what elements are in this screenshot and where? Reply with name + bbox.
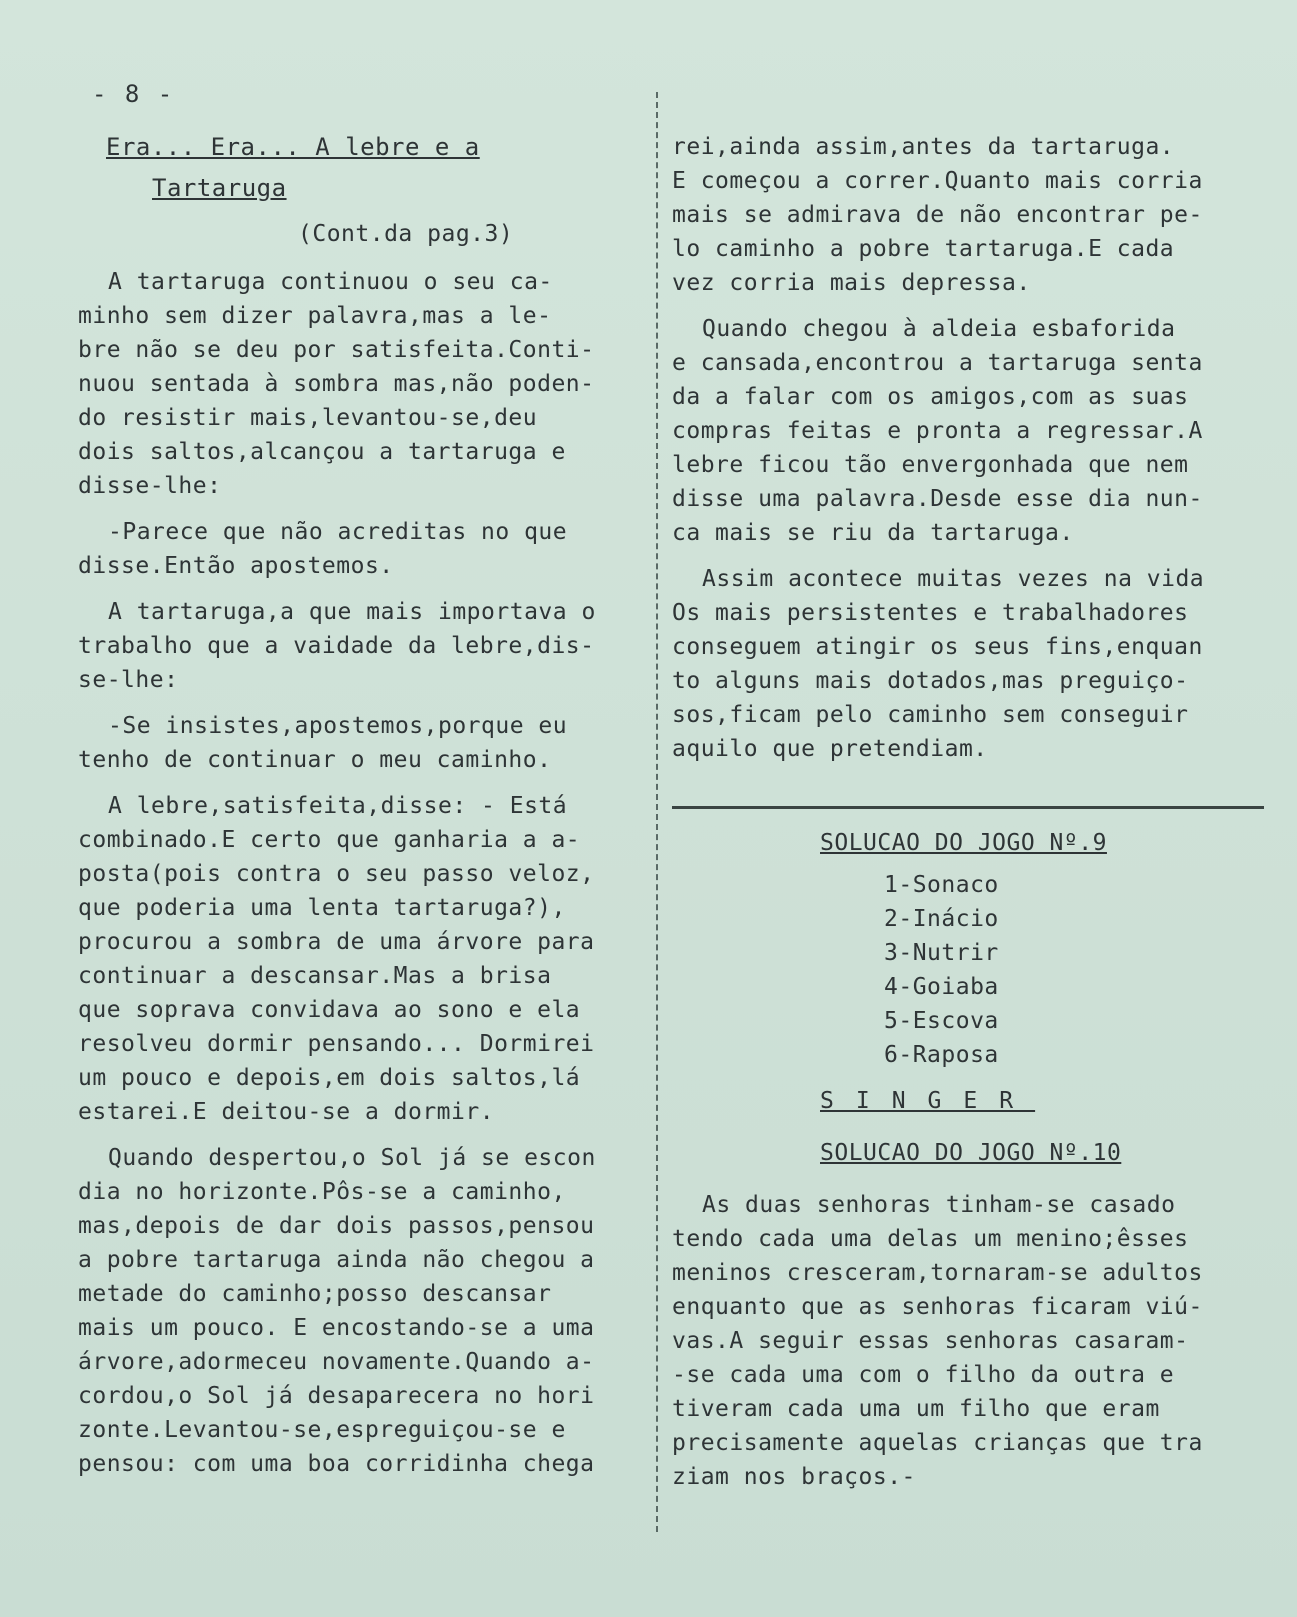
story-left-line: pensou: com uma boa corridinha chega [78,1451,595,1477]
solution10-line: precisamente aquelas crianças que tra [672,1430,1203,1456]
story-left-line: mas,depois de dar dois passos,pensou [78,1213,595,1239]
story-left-line: A tartaruga,a que mais importava o [108,599,596,625]
story-right-line: ca mais se riu da tartaruga. [672,520,1074,546]
story-left-line: que poderia uma lenta tartaruga?), [78,895,566,921]
story-left-line: a pobre tartaruga ainda não chegou a [78,1247,595,1273]
story-title-line2: Tartaruga [152,174,287,202]
story-left-line: que soprava convidava ao sono e ela [78,997,581,1023]
story-left-line: bre não se deu por satisfeita.Conti- [78,337,595,363]
story-right-line: compras feitas e pronta a regressar.A [672,418,1203,444]
column-divider [656,92,658,1532]
right-story-text [672,130,1272,766]
story-left-line: estarei.E deitou-se a dormir. [78,1099,495,1125]
solution9-item: 3-Nutrir [884,940,999,966]
story-left-line: A tartaruga continuou o seu ca- [108,269,553,295]
story-left-line: disse-lhe: [78,473,222,499]
story-left-line: se-lhe: [78,667,179,693]
story-right-line: vez corria mais depressa. [672,270,1031,296]
left-column [78,130,653,1481]
solution10-line: As duas senhoras tinham-se casado [702,1192,1176,1218]
story-right-line: lebre ficou tão envergonhada que nem [672,452,1189,478]
story-left-line: posta(pois contra o seu passo veloz, [78,861,595,887]
solution10-line: tiveram cada uma um filho que eram [672,1396,1160,1422]
story-left-line: continuar a descansar.Mas a brisa [78,963,552,989]
solution9-item: 6-Raposa [884,1042,999,1068]
story-left-gap [78,777,653,789]
continuation-note: (Cont.da pag.3) [298,221,514,247]
story-right-line: e cansada,encontrou a tartaruga senta [672,350,1203,376]
story-left-line: dia no horizonte.Pôs-se a caminho, [78,1179,566,1205]
story-right-line: Assim acontece muitas vezes na vida [702,566,1205,592]
solution9-item: 4-Goiaba [884,974,999,1000]
solution9-title: SOLUCAO DO JOGO Nº.9 [820,830,1107,856]
story-left-gap [78,503,653,515]
solution10-line: meninos cresceram,tornaram-se adultos [672,1260,1203,1286]
story-left-line: dois saltos,alcançou a tartaruga e [78,439,566,465]
solution10-text [672,1188,1272,1494]
story-right-line: Os mais persistentes e trabalhadores [672,600,1189,626]
solution10-line: vas.A seguir essas senhoras casaram- [672,1328,1189,1354]
story-right-line: E começou a correr.Quanto mais corria [672,168,1203,194]
story-left-line: minho sem dizer palavra,mas a le- [78,303,552,329]
solution9-item: 5-Escova [884,1008,999,1034]
story-left-line: metade do caminho;posso descansar [78,1281,552,1307]
story-left-line: árvore,adormeceu novamente.Quando a- [78,1349,595,1375]
story-title-line1: Era... Era... A lebre e a [106,133,480,161]
story-right-line: to alguns mais dotados,mas preguiço- [672,668,1189,694]
solutions-section [672,826,1272,1494]
section-divider [672,806,1264,809]
story-right-gap [672,300,1272,312]
story-left-gap [78,1129,653,1141]
story-right-line: lo caminho a pobre tartaruga.E cada [672,236,1175,262]
story-left-line: disse.Então apostemos. [78,553,394,579]
story-left-line: mais um pouco. E encostando-se a uma [78,1315,595,1341]
story-right-line: Quando chegou à aldeia esbaforida [702,316,1176,342]
solution10-line: enquanto que as senhoras ficaram viú- [672,1294,1203,1320]
solution9-item: 1-Sonaco [884,872,999,898]
story-right-line: aquilo que pretendiam. [672,736,988,762]
story-left-line: combinado.E certo que ganharia a a- [78,827,581,853]
solution10-line: -se cada uma com o filho da outra e [672,1362,1175,1388]
story-left-line: trabalho que a vaidade da lebre,dis- [78,633,595,659]
story-left-line: do resistir mais,levantou-se,deu [78,405,538,431]
right-column [672,130,1272,766]
solution9-list [884,868,1272,1072]
story-right-line: da a falar com os amigos,com as suas [672,384,1189,410]
story-right-line: conseguem atingir os seus fins,enquan [672,634,1203,660]
story-left-line: zonte.Levantou-se,espreguiçou-se e [78,1417,566,1443]
solution10-line: ziam nos braços.- [672,1464,916,1490]
page-number: - 8 - [92,80,175,108]
story-left-line: um pouco e depois,em dois saltos,lá [78,1065,581,1091]
story-right-line: disse uma palavra.Desde esse dia nun- [672,486,1203,512]
solution9-answer: SINGER [820,1088,1036,1114]
story-left-line: Quando despertou,o Sol já se escon [108,1145,596,1171]
story-left-line: procurou a sombra de uma árvore para [78,929,595,955]
solution9-item: 2-Inácio [884,906,999,932]
story-right-line: mais se admirava de não encontrar pe- [672,202,1203,228]
story-left-line: A lebre,satisfeita,disse: - Está [108,793,568,819]
story-left-line: -Parece que não acreditas no que [108,519,568,545]
left-story-text [78,265,653,1481]
story-left-line: tenho de continuar o meu caminho. [78,747,552,773]
story-left-line: cordou,o Sol já desaparecera no hori [78,1383,595,1409]
story-left-line: resolveu dormir pensando... Dormirei [78,1031,595,1057]
story-right-line: sos,ficam pelo caminho sem conseguir [672,702,1189,728]
solution10-title: SOLUCAO DO JOGO Nº.10 [820,1140,1122,1166]
story-left-gap [78,583,653,595]
solution10-line: tendo cada uma delas um menino;êsses [672,1226,1189,1252]
story-right-gap [672,550,1272,562]
story-left-line: nuou sentada à sombra mas,não poden- [78,371,595,397]
story-right-line: rei,ainda assim,antes da tartaruga. [672,134,1175,160]
story-left-gap [78,697,653,709]
story-left-line: -Se insistes,apostemos,porque eu [108,713,568,739]
